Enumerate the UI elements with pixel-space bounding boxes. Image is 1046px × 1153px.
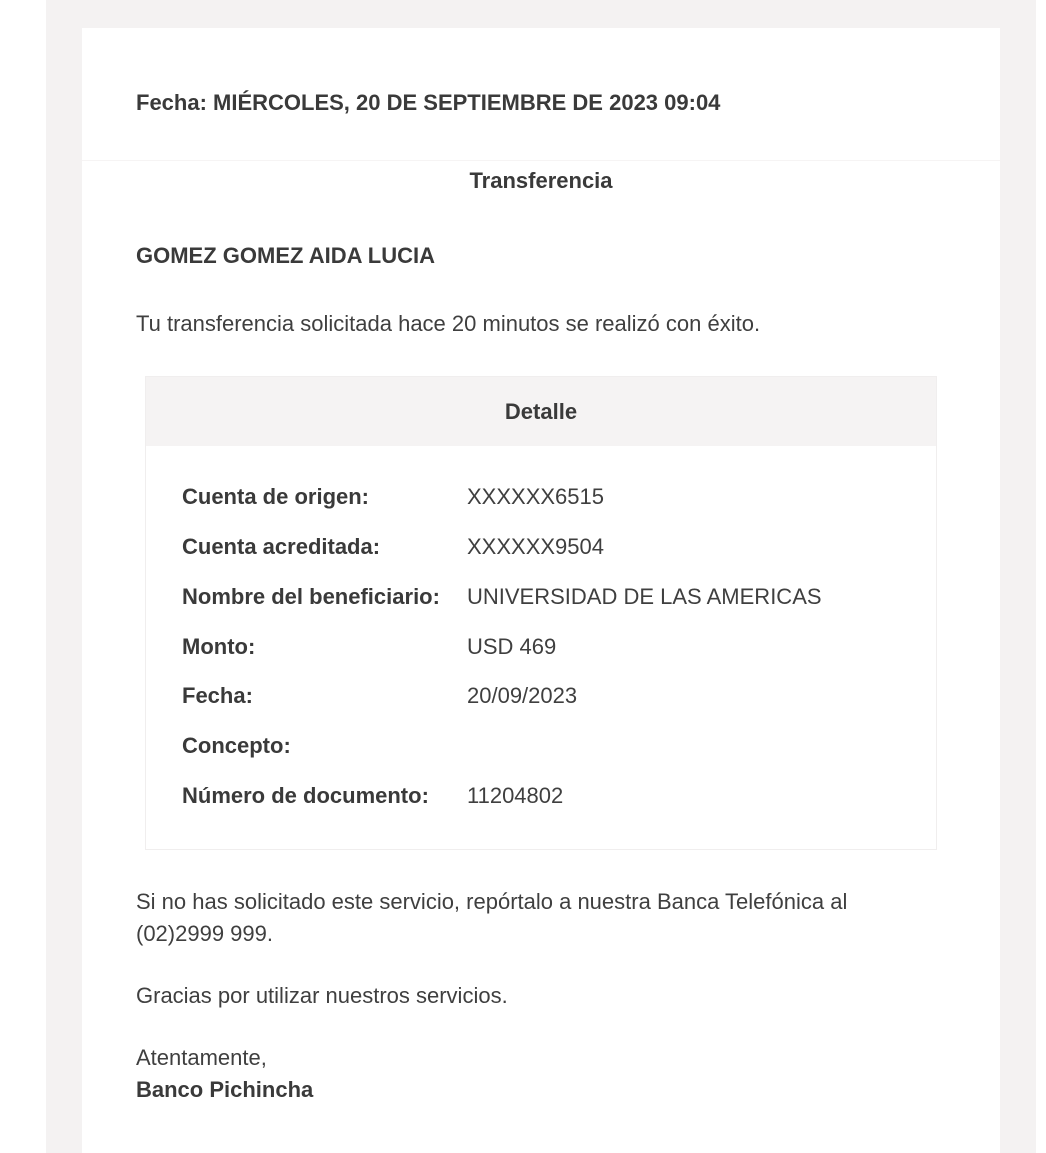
thanks-message: Gracias por utilizar nuestros servicios. (136, 983, 508, 1008)
detail-header (146, 377, 936, 446)
detail-value: XXXXXX9504 (467, 534, 604, 559)
report-notice: Si no has solicitado este servicio, repórtalo a nuestra Banca Telefónica al (02)2999 999. (136, 889, 848, 946)
detail-row-credited-account (182, 534, 922, 564)
detail-label: Nombre del beneficiario: (182, 584, 440, 609)
transaction-type-title: Transferencia (469, 168, 613, 193)
detail-row-source-account (182, 484, 922, 514)
detail-row-beneficiary (182, 584, 922, 614)
detail-value: XXXXXX6515 (467, 484, 604, 509)
detail-row-amount (182, 634, 922, 664)
detail-label: Número de documento: (182, 783, 429, 808)
detail-row-document-number (182, 783, 922, 813)
detail-label: Concepto: (182, 733, 291, 758)
detail-value: USD 469 (467, 634, 557, 659)
closing-salutation: Atentamente, (136, 1045, 267, 1070)
detail-label: Monto: (182, 634, 256, 659)
detail-value: UNIVERSIDAD DE LAS AMERICAS (467, 584, 822, 609)
customer-name: GOMEZ GOMEZ AIDA LUCIA (136, 243, 436, 268)
detail-row-date (182, 683, 922, 713)
detail-row-concept (182, 733, 922, 763)
header-divider (82, 160, 1000, 161)
confirmation-message: Tu transferencia solicitada hace 20 minutos se realizó con éxito. (136, 311, 761, 336)
detail-value: 20/09/2023 (467, 683, 578, 708)
detail-title: Detalle (504, 399, 578, 424)
email-date: Fecha: MIÉRCOLES, 20 DE SEPTIEMBRE DE 2023 09:04 (136, 90, 721, 115)
detail-label: Fecha: (182, 683, 253, 708)
detail-label: Cuenta acreditada: (182, 534, 381, 559)
bank-signature: Banco Pichincha (136, 1077, 314, 1102)
detail-table (145, 376, 937, 850)
detail-value: 11204802 (467, 783, 564, 808)
detail-label: Cuenta de origen: (182, 484, 370, 509)
email-card (82, 28, 1000, 1153)
